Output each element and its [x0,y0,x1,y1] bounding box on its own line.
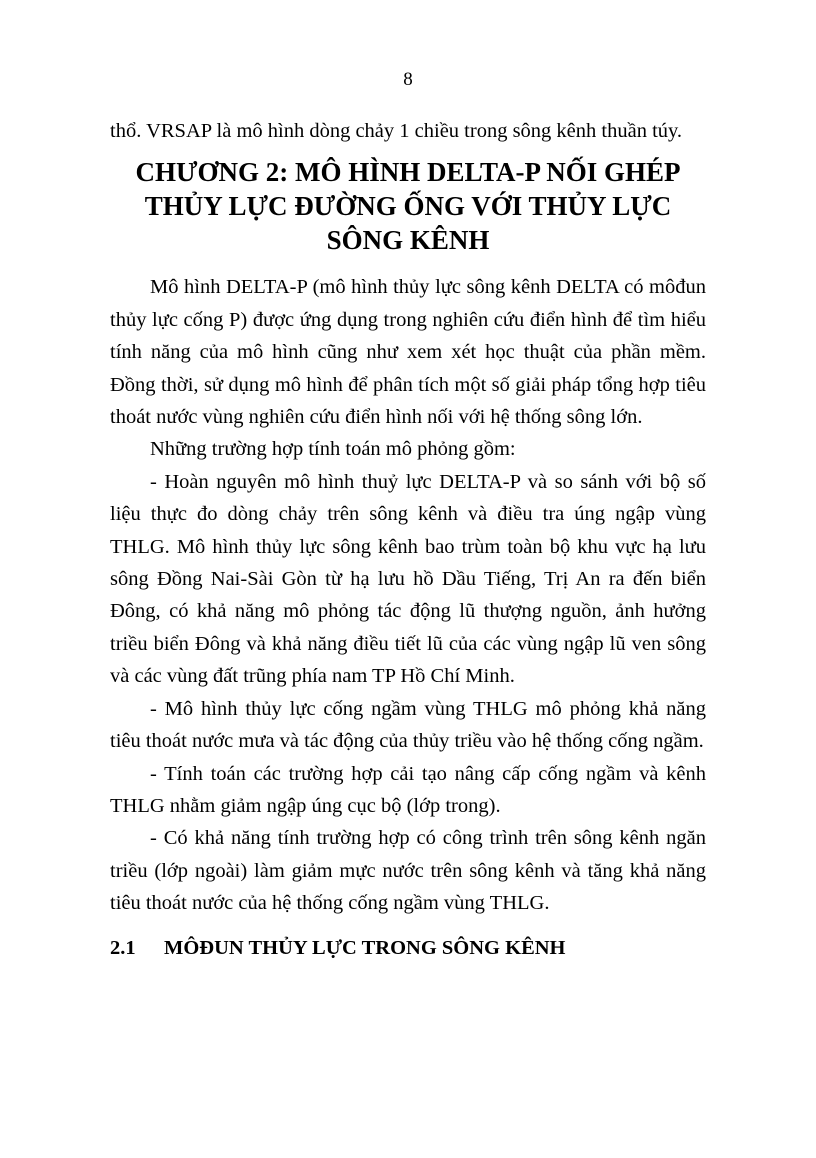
page-content [110,115,706,964]
section-heading [110,932,706,964]
chapter-title: CHƯƠNG 2: MÔ HÌNH DELTA-P NỐI GHÉP THỦY LỰC ĐƯỜNG ỐNG VỚI THỦY LỰC SÔNG KÊNH [135,157,681,256]
body-paragraph-1: Mô hình DELTA-P (mô hình thủy lực sông kênh DELTA có môđun thủy lực cống P) được ứng dụng trong nghiên cứu điển hình để tìm hiểu tính năng của mô hình cũng như xem xét học thuật của phần mềm. Đồng thời, sử dụng mô hình để phân tích một số giải pháp tổng hợp tiêu thoát nước vùng nghiên cứu điển hình nối với hệ thống sông lớn. [110,276,706,429]
body-paragraph-2: Những trường hợp tính toán mô phỏng gồm: [150,438,516,461]
list-item-2: - Mô hình thủy lực cống ngầm vùng THLG mô phỏng khả năng tiêu thoát nước mưa và tác động của thủy triều vào hệ thống cống ngầm. [110,697,706,753]
section-title: MÔĐUN THỦY LỰC TRONG SÔNG KÊNH [164,936,566,959]
page-number: 8 [403,69,413,90]
intro-continuation-paragraph: thổ. VRSAP là mô hình dòng chảy 1 chiều trong sông kênh thuần túy. [110,120,683,142]
list-item-3: - Tính toán các trường hợp cải tạo nâng cấp cống ngầm và kênh THLG nhằm giảm ngập úng cục bộ (lớp trong). [110,762,706,817]
section-number: 2.1 [110,936,136,959]
list-item-1: - Hoàn nguyên mô hình thuỷ lực DELTA-P và so sánh với bộ số liệu thực đo dòng chảy trên sông kênh và điều tra úng ngập vùng THLG. Mô hình thủy lực sông kênh bao trùm toàn bộ khu vực hạ lưu sông Đồng Nai-Sài Gòn từ hạ lưu hồ Dầu Tiếng, Trị An ra đến biển Đông, có khả năng mô phỏng tác động lũ thượng nguồn, ảnh hưởng triều biển Đông và khả năng điều tiết lũ của các vùng ngập lũ ven sông và các vùng đất trũng phía nam TP Hồ Chí Minh. [110,470,706,688]
list-item-4: - Có khả năng tính trường hợp có công trình trên sông kênh ngăn triều (lớp ngoài) làm giảm mực nước trên sông kênh và tăng khả năng tiêu thoát nước của hệ thống cống ngầm vùng THLG. [110,827,706,915]
